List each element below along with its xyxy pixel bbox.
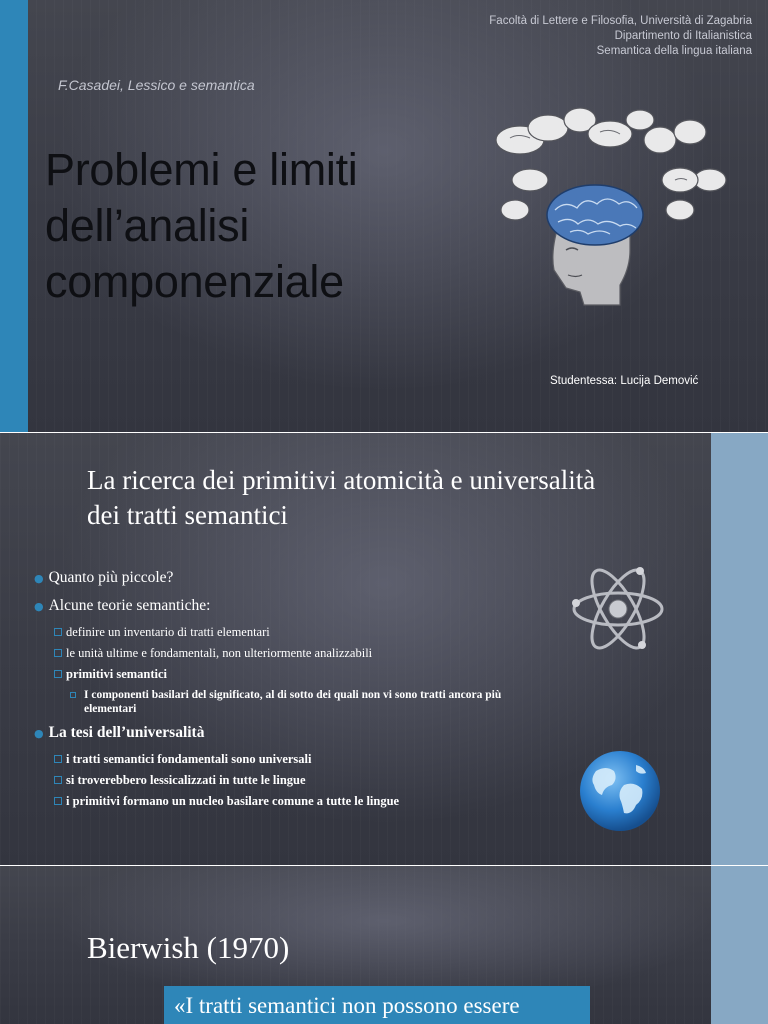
title-line: dell’analisi — [45, 200, 250, 251]
institution-line: Facoltà di Lettere e Filosofia, Università di Zagabria — [489, 15, 752, 27]
bullet-text: Quanto più piccole? — [48, 569, 174, 586]
accent-bar-left — [0, 0, 28, 432]
slide-title — [0, 0, 768, 432]
author-reference: F.Casadei, Lessico e semantica — [58, 77, 255, 93]
bullet-list — [34, 569, 544, 815]
sub-bullet-item — [54, 752, 544, 767]
sub-sub-bullet-text: I componenti basilari del significato, al di sotto dei quali non vi sono tratti ancora più elementari — [84, 689, 502, 715]
square-bullet-icon — [54, 776, 62, 784]
globe-icon — [578, 749, 662, 833]
square-bullet-icon — [54, 797, 62, 805]
square-bullet-icon — [70, 692, 76, 698]
sub-bullet-text: definire un inventario di tratti elementari — [66, 625, 270, 639]
quote-box: «I tratti semantici non possono essere — [164, 986, 590, 1024]
slide-primitivi — [0, 433, 768, 865]
head-brain-thought-bubbles-icon — [480, 100, 740, 310]
bullet-dot-icon: ● — [34, 600, 44, 613]
slide-heading: La ricerca dei primitivi atomicità e universalità dei tratti semantici — [87, 465, 596, 530]
bullet-text: Alcune teorie semantiche: — [48, 597, 211, 614]
student-name: Studentessa: Lucija Demović — [550, 375, 699, 387]
bullet-dot-icon: ● — [34, 727, 44, 740]
bullet-dot-icon: ● — [34, 572, 44, 585]
slide-heading: Bierwish (1970) — [87, 930, 290, 965]
sub-sub-bullet-item — [70, 688, 544, 716]
institution-line: Semantica della lingua italiana — [596, 45, 752, 57]
square-bullet-icon — [54, 755, 62, 763]
sub-bullet-item — [54, 773, 544, 788]
square-bullet-icon — [54, 628, 62, 636]
title-line: componenziale — [45, 256, 344, 307]
accent-bar-right — [711, 866, 768, 1024]
institution-line: Dipartimento di Italianistica — [614, 30, 752, 42]
bullet-item — [34, 597, 544, 615]
atom-icon — [568, 559, 668, 659]
sub-bullet-text: i primitivi formano un nucleo basilare comune a tutte le lingue — [66, 794, 400, 808]
bullet-item — [34, 724, 544, 742]
sub-bullet-text: le unità ultime e fondamentali, non ulteriormente analizzabili — [66, 646, 373, 660]
sub-bullet-item — [54, 794, 544, 809]
sub-bullet-text: si troverebbero lessicalizzati in tutte le lingue — [66, 773, 306, 787]
slide-bierwish — [0, 866, 768, 1024]
sub-bullet-item — [54, 646, 544, 661]
institution-header — [489, 14, 752, 59]
sub-bullet-text: i tratti semantici fondamentali sono universali — [66, 752, 312, 766]
square-bullet-icon — [54, 649, 62, 657]
square-bullet-icon — [54, 670, 62, 678]
sub-bullet-item — [54, 625, 544, 640]
accent-bar-right — [711, 433, 768, 865]
bullet-text: La tesi dell’universalità — [48, 724, 205, 741]
sub-bullet-text: primitivi semantici — [66, 667, 168, 681]
title-line: Problemi e limiti — [45, 144, 358, 195]
presentation-title — [45, 142, 465, 310]
bullet-item — [34, 569, 544, 587]
sub-bullet-item — [54, 667, 544, 682]
